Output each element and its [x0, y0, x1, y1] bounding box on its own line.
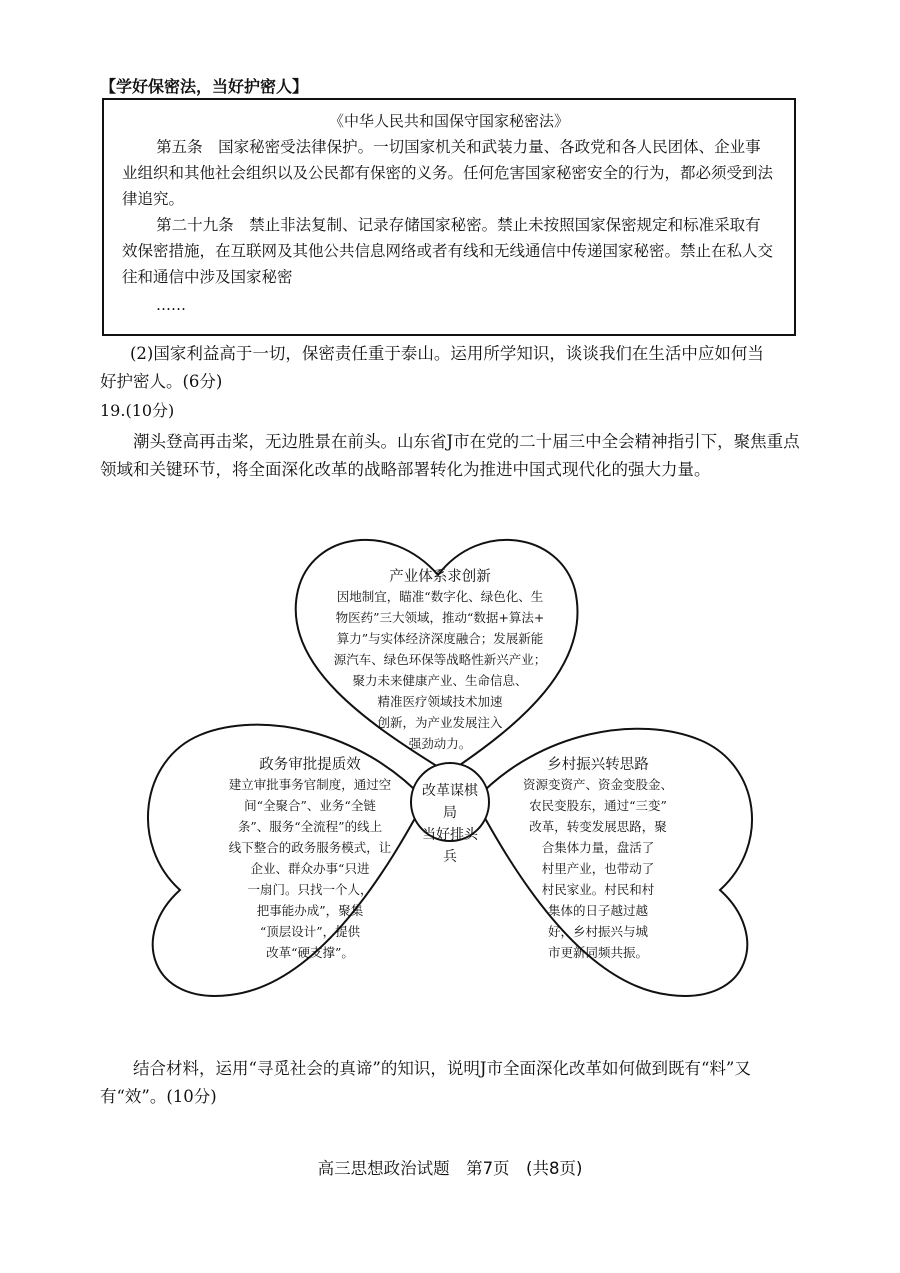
question-2-line-1: (2)国家利益高于一切，保密责任重于泰山。运用所学知识，谈谈我们在生活中应如何当 — [130, 344, 764, 363]
petal-left-title: 政务审批提质效 — [259, 757, 361, 773]
page-footer: 高三思想政治试题 第7页 (共8页) — [317, 1159, 583, 1178]
petal-left-line: 线下整合的政务服务模式，让 — [228, 840, 392, 855]
petal-right-line: 农民变股东，通过“三变” — [529, 798, 667, 813]
section-title: 【学好保密法，当好护密人】 — [100, 77, 309, 96]
petal-top-title: 产业体系求创新 — [389, 569, 491, 585]
petal-right-line: 好，乡村振兴与城 — [547, 924, 648, 939]
petal-top-line: 创新，为产业发展注入 — [377, 715, 503, 730]
petal-right-line: 资源变资产、资金变股金、 — [522, 777, 673, 792]
law-excerpt-box — [102, 98, 796, 336]
question-19-material: 潮头登高再击桨，无边胜景在前头。山东省J市在党的二十届三中全会精神指引下，聚焦重点领域和关键环节，将全面深化改革的战略部署转化为推进中国式现代化的强大力量。 — [100, 432, 800, 479]
question-2-line-2: 好护密人。(6分) — [100, 372, 223, 391]
petal-right-line: 村民家业。村民和村 — [541, 882, 655, 897]
center-label-line-2: 当好排头兵 — [422, 827, 478, 865]
petal-left-line: 建立审批事务官制度，通过空 — [228, 777, 392, 792]
petal-right-line: 合集体力量，盘活了 — [541, 840, 655, 855]
petal-left-line: 间“全聚合”、业务“全链 — [244, 798, 376, 813]
petal-left-line: 企业、群众办事“只进 — [250, 861, 370, 876]
law-ellipsis: …… — [156, 296, 186, 314]
center-label-line-1: 改革谋棋局 — [422, 783, 478, 821]
petal-top-line: 因地制宜，瞄准“数字化、绿色化、生 — [336, 589, 544, 604]
petal-right-line: 改革，转变发展思路，聚 — [529, 819, 667, 834]
petal-right-line: 市更新同频共振。 — [547, 945, 648, 960]
petal-right-line: 集体的日子越过越 — [547, 903, 648, 918]
petal-top-line: 物医药”三大领域，推动“数据+算法+ — [335, 610, 545, 625]
petal-top-line: 源汽车、绿色环保等战略性新兴产业； — [333, 652, 547, 667]
petal-left-line: “顶层设计”，提供 — [259, 924, 361, 939]
petal-left-line: 把事能办成”，聚集 — [256, 903, 364, 918]
petal-left-body — [200, 774, 420, 963]
petal-top-body — [290, 586, 590, 754]
petal-top-line: 算力”与实体经济深度融合；发展新能 — [336, 631, 544, 646]
petal-top-line: 聚力未来健康产业、生命信息、 — [352, 673, 528, 688]
petal-left-line: 改革“硬支撑”。 — [266, 945, 354, 960]
petal-top-line: 强劲动力。 — [408, 736, 472, 751]
petal-right-line: 村里产业，也带动了 — [541, 861, 655, 876]
question-19-number: 19.(10分) — [100, 401, 175, 420]
question-19-prompt: 结合材料，运用“寻觅社会的真谛”的知识，说明J市全面深化改革如何做到既有“料”又有“效”。(10分) — [100, 1059, 751, 1106]
petal-left-line: 条”、服务“全流程”的线上 — [237, 819, 383, 834]
petal-right-title: 乡村振兴转思路 — [547, 757, 649, 773]
law-article-5: 第五条 国家秘密受法律保护。一切国家机关和武装力量、各政党和各人民团体、企业事业组织和其他社会组织以及公民都有保密的义务。任何危害国家秘密安全的行为，都必须受到法律追究。 — [122, 138, 774, 208]
law-title: 《中华人民共和国保守国家秘密法》 — [328, 112, 569, 130]
petal-top-line: 精准医疗领域技术加速 — [377, 694, 503, 709]
reform-clover-diagram — [120, 515, 780, 1025]
petal-left-line: 一扇门。只找一个人， — [247, 882, 373, 897]
petal-right-body — [488, 774, 708, 963]
law-article-29: 第二十九条 禁止非法复制、记录存储国家秘密。禁止未按照国家保密规定和标准采取有效保密措施，在互联网及其他公共信息网络或者有线和无线通信中传递国家秘密。禁止在私人交往和通信中涉及国家秘密 — [122, 216, 774, 286]
